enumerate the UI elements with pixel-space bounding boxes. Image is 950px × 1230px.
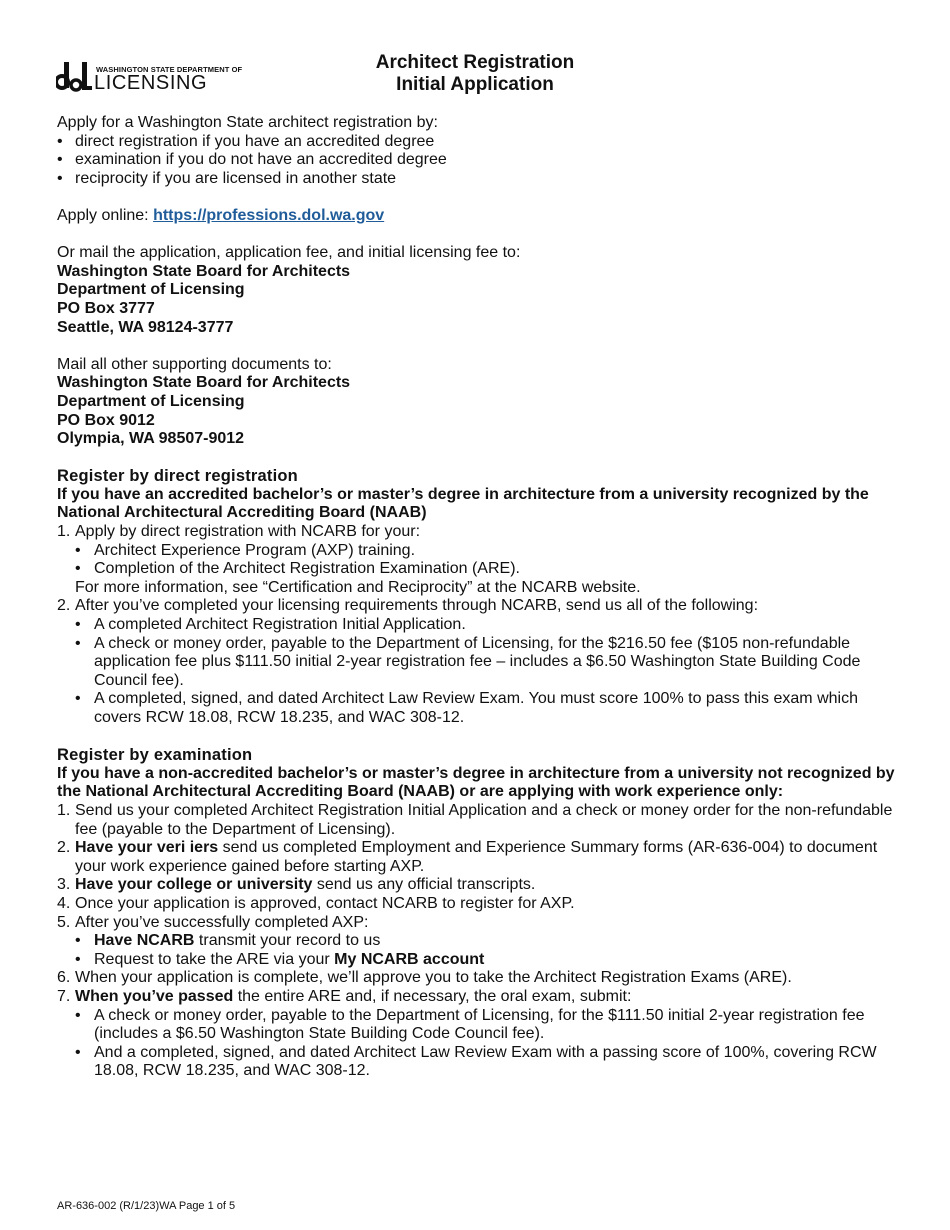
exam-step-bold: My NCARB account bbox=[334, 950, 485, 968]
exam-step-bold: Have NCARB bbox=[94, 932, 195, 950]
mail-docs-address-line: Olympia, WA 98507-9012 bbox=[57, 430, 245, 448]
mail-fees-address-line: Seattle, WA 98124-3777 bbox=[57, 318, 234, 336]
exam-step-text: transmit your record to us bbox=[194, 932, 381, 950]
page-title bbox=[300, 52, 650, 96]
form-footer: AR-636-002 (R/1/23)WA Page 1 of 5 bbox=[57, 1200, 236, 1212]
direct-step-bullet: • Completion of the Architect Registration Examination (ARE). bbox=[57, 560, 907, 579]
exam-step: 6. When your application is complete, we’ll approve you to take the Architect Registration Exams (ARE). bbox=[57, 969, 792, 987]
mail-docs-address-line: PO Box 9012 bbox=[57, 411, 155, 429]
intro-bullet: • direct registration if you have an accredited degree bbox=[57, 133, 907, 152]
exam-step-text: Once your application is approved, contact NCARB to register for AXP. bbox=[75, 894, 575, 912]
exam-step: 2. Have your veri iers send us completed Employment and Experience Summary forms (AR-636-004) to document your work experience gained before starting AXP. bbox=[57, 839, 878, 875]
mail-docs-lead: Mail all other supporting documents to: bbox=[57, 355, 332, 373]
direct-step: 2. After you’ve completed your licensing requirements through NCARB, send us all of the following: bbox=[57, 597, 759, 615]
apply-online bbox=[57, 207, 907, 226]
exam-step-text: Request to take the ARE via your bbox=[94, 950, 335, 968]
dol-logo-mark-icon bbox=[56, 60, 92, 92]
direct-step: 1. Apply by direct registration with NCARB for your: bbox=[57, 523, 421, 541]
direct-step-bullet: • A completed, signed, and dated Architect Law Review Exam. You must score 100% to pass this exam which covers RCW 18.08, RCW 18.235, and WAC 308-12. bbox=[57, 690, 907, 727]
exam-step-text: send us any official transcripts. bbox=[312, 876, 536, 894]
exam-step: 3. Have your college or university send us any official transcripts. bbox=[57, 876, 536, 894]
exam-step-text: send us completed Employment and Experience Summary forms (AR-636-004) to document your work experience gained before starting AXP. bbox=[75, 839, 878, 875]
mail-fees-address-line: Washington State Board for Architects bbox=[57, 262, 351, 280]
exam-step-bullet bbox=[57, 932, 907, 951]
apply-online-label: Apply online: bbox=[57, 206, 154, 224]
direct-step-bullet: • Architect Experience Program (AXP) training. bbox=[57, 542, 907, 561]
intro-bullet: • reciprocity if you are licensed in another state bbox=[57, 170, 907, 189]
mail-docs-address-line: Department of Licensing bbox=[57, 392, 245, 410]
exam-step: 1. Send us your completed Architect Registration Initial Application and a check or money order for the non-refundable fee (payable to the Department of Licensing). bbox=[57, 801, 893, 838]
apply-online-link[interactable]: https://professions.dol.wa.gov bbox=[153, 206, 385, 224]
document-body bbox=[57, 114, 907, 1081]
intro-bullet: • examination if you do not have an accredited degree bbox=[57, 151, 907, 170]
intro-lead: Apply for a Washington State architect registration by: bbox=[57, 114, 438, 131]
exam-registration-heading: Register by examination bbox=[57, 746, 253, 765]
exam-step: 4. Once your application is approved, contact NCARB to register for AXP. bbox=[57, 894, 575, 912]
exam-registration-subheading: If you have a non-accredited bachelor’s or master’s degree in architecture from a university not recognized by the National Architectural Accrediting Board (NAAB) or are applying with work experience only: bbox=[57, 764, 895, 801]
exam-step-text: After you’ve successfully completed AXP: bbox=[75, 913, 369, 931]
exam-step-bullet bbox=[57, 951, 907, 970]
title-line-1: Architect Registration bbox=[375, 52, 575, 73]
exam-step-bold: Have your college or university bbox=[75, 876, 313, 894]
direct-step-note: For more information, see “Certification and Reciprocity” at the NCARB website. bbox=[75, 578, 641, 596]
logo-licensing-text: LICENSING bbox=[94, 72, 208, 94]
exam-step: 7. When you’ve passed the entire ARE and, if necessary, the oral exam, submit: bbox=[57, 987, 632, 1005]
direct-registration-heading: Register by direct registration bbox=[57, 467, 298, 486]
dol-logo bbox=[56, 60, 243, 94]
title-line-2: Initial Application bbox=[396, 74, 554, 95]
exam-step-bullet: • A check or money order, payable to the Department of Licensing, for the $111.50 initial 2-year registration fee (includes a $6.50 Washington State Building Code Council fee). bbox=[57, 1007, 907, 1044]
exam-step: 5. After you’ve successfully completed AXP: bbox=[57, 913, 369, 931]
mail-fees-lead: Or mail the application, application fee, and initial licensing fee to: bbox=[57, 244, 521, 262]
direct-step-text: After you’ve completed your licensing requirements through NCARB, send us all of the following: bbox=[75, 597, 759, 615]
direct-step-bullet: • A completed Architect Registration Initial Application. bbox=[57, 616, 907, 635]
exam-step-bullet: • And a completed, signed, and dated Architect Law Review Exam with a passing score of 100%, covering RCW 18.08, RCW 18.235, and WAC 308-12. bbox=[57, 1044, 907, 1081]
exam-step-text: the entire ARE and, if necessary, the oral exam, submit: bbox=[233, 987, 632, 1005]
exam-step-text: Send us your completed Architect Registration Initial Application and a check or money order for the non-refundable fee (payable to the Department of Licensing). bbox=[75, 801, 893, 838]
direct-registration-subheading: If you have an accredited bachelor’s or master’s degree in architecture from a university recognized by the National Architectural Accrediting Board (NAAB) bbox=[57, 485, 869, 522]
direct-step-text: Apply by direct registration with NCARB for your: bbox=[75, 523, 421, 541]
mail-fees-address-line: Department of Licensing bbox=[57, 281, 245, 299]
exam-step-bold: Have your veri iers bbox=[75, 839, 219, 857]
exam-step-bold: When you’ve passed bbox=[75, 987, 234, 1005]
mail-docs-address-line: Washington State Board for Architects bbox=[57, 374, 351, 392]
mail-fees-address-line: PO Box 3777 bbox=[57, 299, 155, 317]
direct-step-bullet: • A check or money order, payable to the Department of Licensing, for the $216.50 fee ($105 non-refundable application fee plus $111.50 initial 2-year registration fee – includes a $6.50 Washington State Building Code Council fee). bbox=[57, 635, 907, 691]
exam-step-text: When your application is complete, we’ll approve you to take the Architect Registration Exams (ARE). bbox=[75, 969, 792, 987]
logo-agency-text: WASHINGTON STATE DEPARTMENT OF bbox=[96, 65, 243, 74]
